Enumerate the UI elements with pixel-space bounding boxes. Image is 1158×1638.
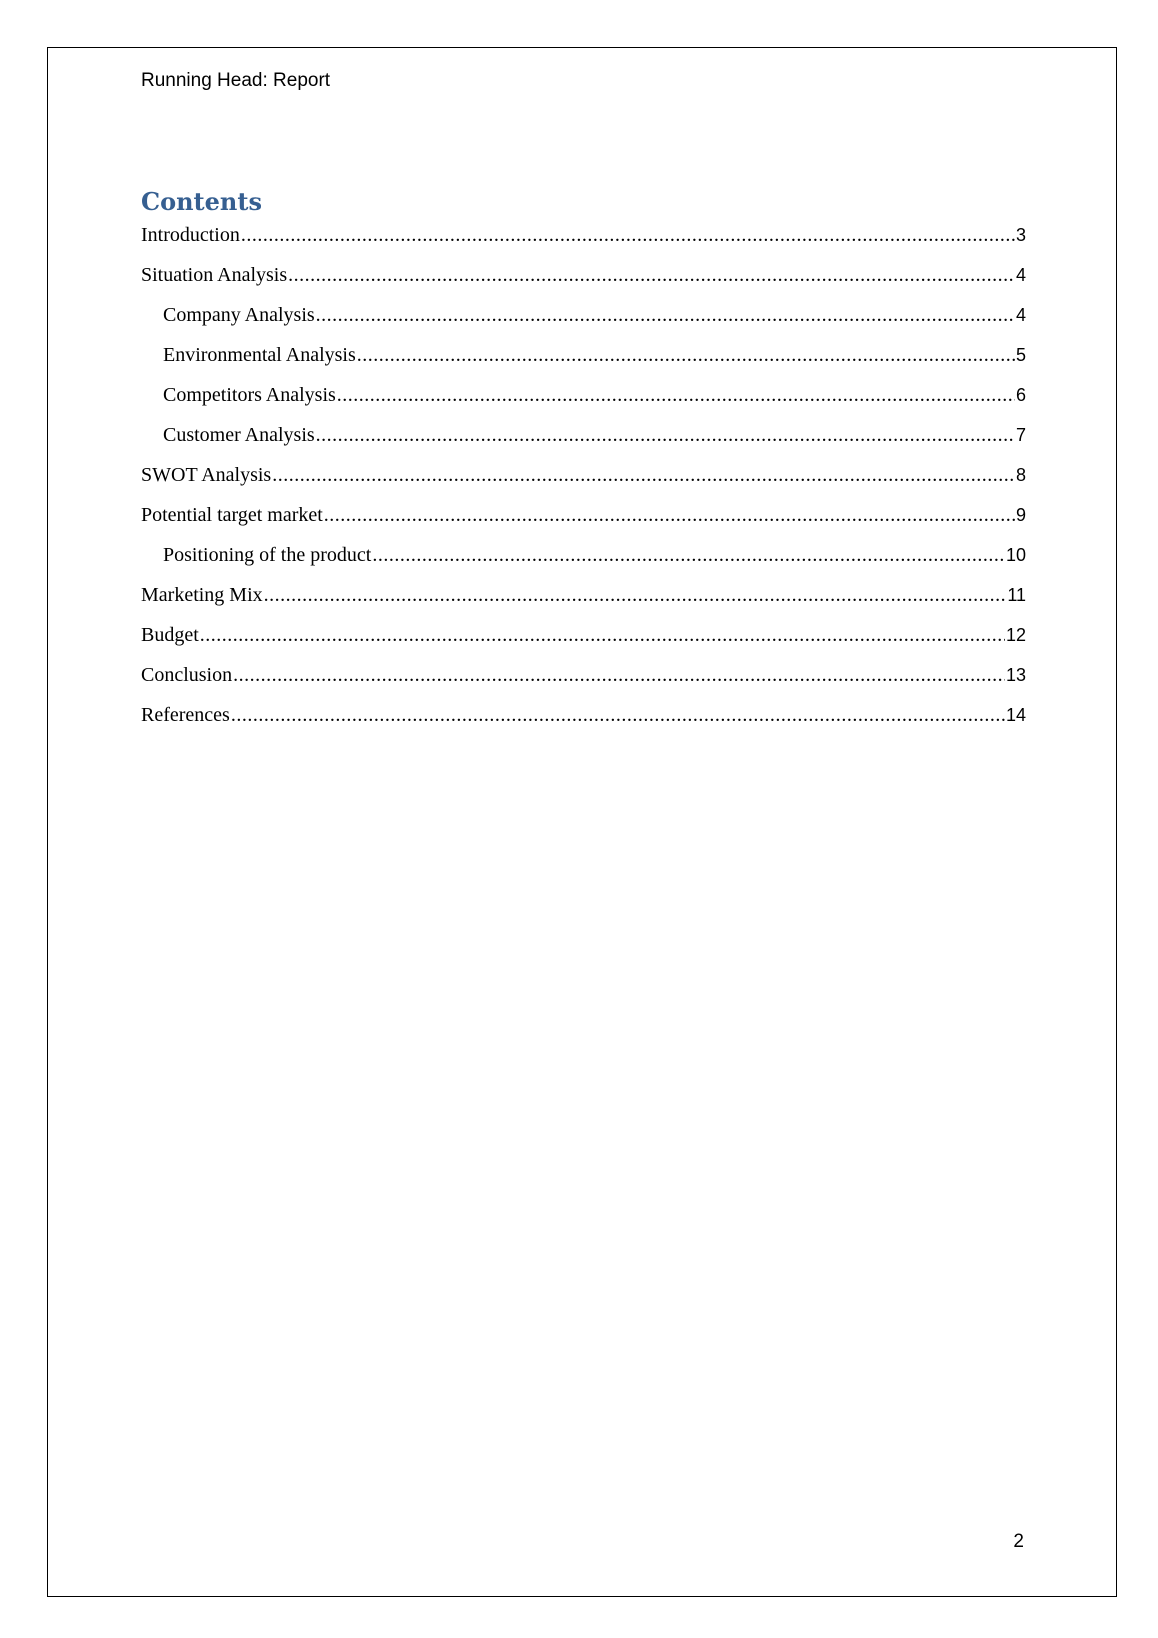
toc-entry-customer-analysis[interactable] (141, 424, 1026, 464)
toc-entry-competitors-analysis[interactable] (141, 384, 1026, 424)
toc-entry-page: 8 (1015, 465, 1026, 485)
toc-entry-budget[interactable] (141, 624, 1026, 664)
toc-entry-marketing-mix[interactable] (141, 584, 1026, 624)
toc-dot-leader (200, 624, 1005, 647)
toc-entry-positioning-of-the-product[interactable] (141, 544, 1026, 584)
toc-entry-page: 11 (1007, 585, 1026, 605)
toc-dot-leader (288, 264, 1015, 287)
toc-entry-title: Competitors Analysis (163, 384, 336, 406)
toc-entry-page: 5 (1015, 345, 1026, 365)
toc-entry-page: 13 (1005, 665, 1026, 685)
toc-entry-title: Company Analysis (163, 304, 315, 326)
toc-dot-leader (231, 704, 1005, 727)
toc-entry-environmental-analysis[interactable] (141, 344, 1026, 384)
toc-entry-title: Marketing Mix (141, 584, 263, 606)
toc-entry-page: 4 (1015, 305, 1026, 325)
document-page (47, 47, 1117, 1597)
toc-entry-title: Customer Analysis (163, 424, 315, 446)
toc-entry-page: 3 (1015, 225, 1026, 245)
toc-entry-page: 10 (1005, 545, 1026, 565)
toc-dot-leader (324, 504, 1015, 527)
toc-entry-title: Situation Analysis (141, 264, 288, 286)
toc-dot-leader (337, 384, 1015, 407)
toc-entry-introduction[interactable] (141, 224, 1026, 264)
toc-entry-title: SWOT Analysis (141, 464, 272, 486)
page-number: 2 (1013, 1531, 1024, 1552)
toc-entry-title: Environmental Analysis (163, 344, 356, 366)
toc-entry-title: Budget (141, 624, 199, 646)
toc-entry-title: Positioning of the product (163, 544, 372, 566)
toc-entry-page: 6 (1015, 385, 1026, 405)
toc-entry-title: Introduction (141, 224, 240, 246)
toc-entry-title: References (141, 704, 230, 726)
toc-entry-page: 7 (1015, 425, 1026, 445)
toc-dot-leader (241, 224, 1015, 247)
toc-dot-leader (372, 544, 1005, 567)
toc-entry-swot-analysis[interactable] (141, 464, 1026, 504)
table-of-contents (141, 224, 1026, 744)
toc-dot-leader (316, 304, 1015, 327)
toc-entry-page: 9 (1015, 505, 1026, 525)
toc-entry-company-analysis[interactable] (141, 304, 1026, 344)
toc-entry-references[interactable] (141, 704, 1026, 744)
toc-entry-title: Potential target market (141, 504, 323, 526)
toc-dot-leader (272, 464, 1015, 487)
toc-entry-page: 12 (1005, 625, 1026, 645)
toc-dot-leader (357, 344, 1015, 367)
toc-entry-title: Conclusion (141, 664, 233, 686)
toc-entry-situation-analysis[interactable] (141, 264, 1026, 304)
toc-entry-potential-target-market[interactable] (141, 504, 1026, 544)
toc-dot-leader (316, 424, 1015, 447)
running-head: Running Head: Report (141, 70, 331, 91)
toc-dot-leader (233, 664, 1005, 687)
toc-entry-conclusion[interactable] (141, 664, 1026, 704)
toc-entry-page: 14 (1005, 705, 1026, 725)
toc-dot-leader (264, 584, 1007, 607)
toc-entry-page: 4 (1015, 265, 1026, 285)
toc-heading: Contents (141, 187, 262, 216)
